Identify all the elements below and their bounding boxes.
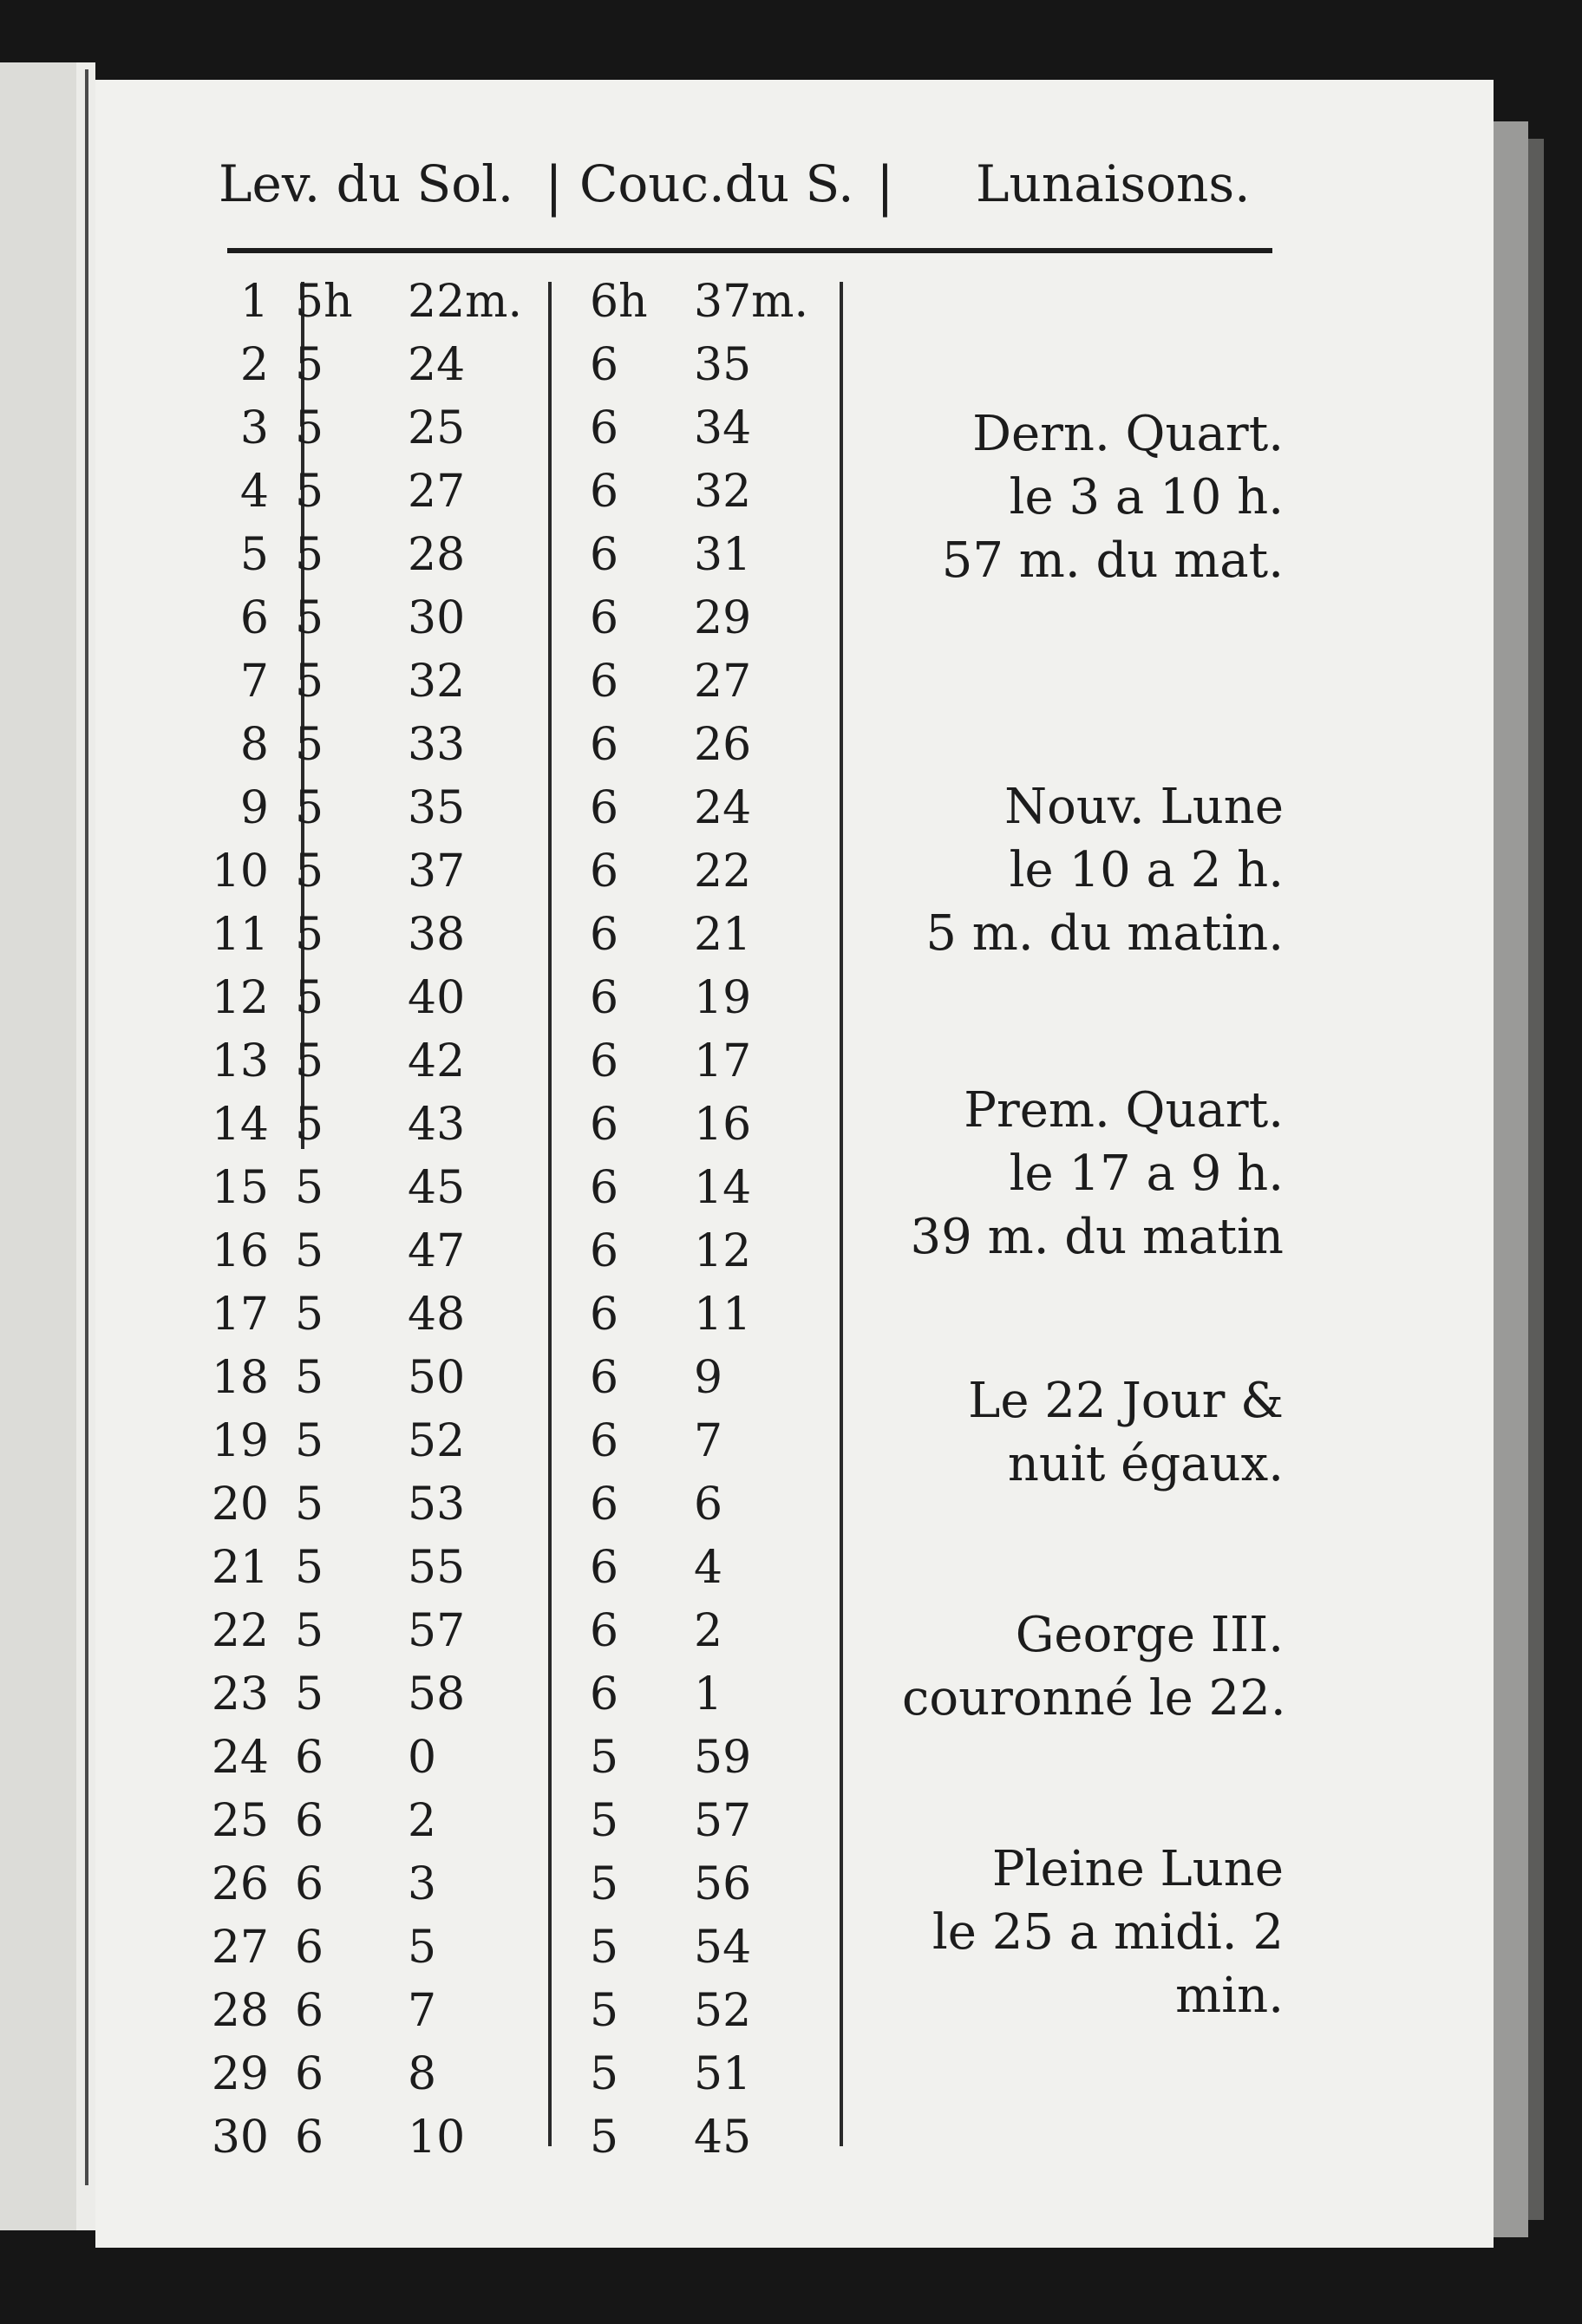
sunset-hour: 6 bbox=[590, 1099, 619, 1151]
sunrise-hour: 6 bbox=[295, 1922, 324, 1974]
sunset-minute: 27 bbox=[694, 656, 752, 708]
lunation-line: Dern. Quart. bbox=[972, 406, 1284, 462]
sunset-minute: 2 bbox=[694, 1605, 723, 1657]
sunrise-minute: 43 bbox=[408, 1099, 466, 1151]
sunrise-minute: 45 bbox=[408, 1162, 466, 1214]
sunset-hour: 6 bbox=[590, 529, 619, 581]
page-edge bbox=[1494, 121, 1528, 2237]
lunation-line: Le 22 Jour & bbox=[968, 1373, 1284, 1429]
sunrise-hour: 5 bbox=[295, 592, 324, 644]
sunset-hour: 6 bbox=[590, 466, 619, 518]
day-number: 13 bbox=[211, 1035, 269, 1087]
day-number: 23 bbox=[211, 1668, 269, 1720]
sunset-minute: 11 bbox=[694, 1289, 752, 1341]
sunset-hour: 5 bbox=[590, 1858, 619, 1910]
sunrise-minute: 35 bbox=[408, 782, 466, 834]
day-number: 18 bbox=[211, 1352, 269, 1404]
sunset-minute: 29 bbox=[694, 592, 752, 644]
sunrise-hour: 5 bbox=[295, 1668, 324, 1720]
sunset-hour: 6 bbox=[590, 845, 619, 898]
sunrise-hour: 5 bbox=[295, 1035, 324, 1087]
column-rule-sunrise bbox=[548, 282, 552, 2146]
sunset-minute: 21 bbox=[694, 909, 752, 961]
lunation-line: le 10 a 2 h. bbox=[1009, 842, 1284, 898]
sunset-minute: 56 bbox=[694, 1858, 752, 1910]
sunset-minute: 6 bbox=[694, 1479, 723, 1531]
sunset-hour: 6 bbox=[590, 339, 619, 391]
day-number: 10 bbox=[211, 845, 269, 898]
sunset-minute: 34 bbox=[694, 402, 752, 454]
sunset-minute: 52 bbox=[694, 1985, 752, 2037]
sunset-minute: 26 bbox=[694, 719, 752, 771]
facing-page bbox=[0, 62, 76, 2230]
day-number: 12 bbox=[211, 972, 269, 1024]
sunrise-minute: 47 bbox=[408, 1225, 466, 1277]
sunrise-hour: 5 bbox=[295, 1605, 324, 1657]
sunset-minute: 7 bbox=[694, 1415, 723, 1467]
sunset-hour: 5 bbox=[590, 1732, 619, 1784]
gutter-rule bbox=[85, 69, 88, 2185]
sunset-minute: 54 bbox=[694, 1922, 752, 1974]
day-number: 24 bbox=[211, 1732, 269, 1784]
sunrise-minute: 22m. bbox=[408, 276, 523, 328]
sunrise-hour: 6 bbox=[295, 2112, 324, 2164]
sunrise-hour: 5 bbox=[295, 782, 324, 834]
sunrise-hour: 5 bbox=[295, 402, 324, 454]
sunrise-hour: 5 bbox=[295, 909, 324, 961]
day-number: 25 bbox=[211, 1795, 269, 1847]
sunrise-hour: 6 bbox=[295, 1732, 324, 1784]
sunrise-hour: 6 bbox=[295, 1858, 324, 1910]
lunation-line: Nouv. Lune bbox=[1004, 779, 1284, 835]
sunset-minute: 59 bbox=[694, 1732, 752, 1784]
day-number: 29 bbox=[211, 2048, 269, 2100]
sunset-hour: 5 bbox=[590, 2112, 619, 2164]
sunset-hour: 6 bbox=[590, 972, 619, 1024]
sunrise-minute: 40 bbox=[408, 972, 466, 1024]
sunset-hour: 6 bbox=[590, 909, 619, 961]
lunation-line: Prem. Quart. bbox=[964, 1082, 1284, 1139]
lunation-line: le 17 a 9 h. bbox=[1009, 1146, 1284, 1202]
sunrise-hour: 5 bbox=[295, 656, 324, 708]
day-number: 7 bbox=[239, 656, 269, 708]
day-number: 5 bbox=[239, 529, 269, 581]
sunset-hour: 5 bbox=[590, 2048, 619, 2100]
day-number: 11 bbox=[211, 909, 269, 961]
sunrise-minute: 7 bbox=[408, 1985, 437, 2037]
sunrise-minute: 37 bbox=[408, 845, 466, 898]
sunrise-hour: 5h bbox=[295, 276, 353, 328]
sunrise-hour: 5 bbox=[295, 1479, 324, 1531]
lunation-line: le 25 a midi. 2 bbox=[932, 1904, 1284, 1961]
day-number: 26 bbox=[211, 1858, 269, 1910]
sunrise-minute: 32 bbox=[408, 656, 466, 708]
sunset-hour: 5 bbox=[590, 1795, 619, 1847]
day-number: 27 bbox=[211, 1922, 269, 1974]
sunset-hour: 6 bbox=[590, 1289, 619, 1341]
sunrise-minute: 38 bbox=[408, 909, 466, 961]
sunrise-minute: 25 bbox=[408, 402, 466, 454]
sunrise-hour: 5 bbox=[295, 1415, 324, 1467]
lunation-line: couronné le 22. bbox=[902, 1670, 1286, 1727]
sunrise-hour: 5 bbox=[295, 1352, 324, 1404]
sunrise-minute: 30 bbox=[408, 592, 466, 644]
sunset-minute: 37m. bbox=[694, 276, 809, 328]
sunset-minute: 9 bbox=[694, 1352, 723, 1404]
sunset-minute: 22 bbox=[694, 845, 752, 898]
sunrise-hour: 5 bbox=[295, 529, 324, 581]
sunrise-minute: 42 bbox=[408, 1035, 466, 1087]
day-number: 30 bbox=[211, 2112, 269, 2164]
sunset-minute: 24 bbox=[694, 782, 752, 834]
sunrise-minute: 55 bbox=[408, 1542, 466, 1594]
sunset-hour: 6h bbox=[590, 276, 648, 328]
sunset-minute: 32 bbox=[694, 466, 752, 518]
header-sunset: Couc.du S. bbox=[579, 154, 854, 213]
sunrise-hour: 5 bbox=[295, 1099, 324, 1151]
lunation-line: George III. bbox=[1015, 1607, 1284, 1663]
sunset-minute: 35 bbox=[694, 339, 752, 391]
day-number: 4 bbox=[239, 466, 269, 518]
lunation-line: 57 m. du mat. bbox=[941, 532, 1284, 589]
sunrise-minute: 2 bbox=[408, 1795, 437, 1847]
day-number: 9 bbox=[239, 782, 269, 834]
day-number: 2 bbox=[239, 339, 269, 391]
day-number: 1 bbox=[239, 276, 269, 328]
sunrise-hour: 5 bbox=[295, 466, 324, 518]
sunrise-minute: 27 bbox=[408, 466, 466, 518]
sunset-minute: 17 bbox=[694, 1035, 752, 1087]
sunset-hour: 6 bbox=[590, 782, 619, 834]
sunrise-minute: 53 bbox=[408, 1479, 466, 1531]
sunset-hour: 6 bbox=[590, 1668, 619, 1720]
sunset-hour: 6 bbox=[590, 656, 619, 708]
sunrise-hour: 5 bbox=[295, 972, 324, 1024]
sunset-hour: 6 bbox=[590, 1479, 619, 1531]
sunset-hour: 6 bbox=[590, 1352, 619, 1404]
sunset-hour: 6 bbox=[590, 592, 619, 644]
sunset-minute: 31 bbox=[694, 529, 752, 581]
sunrise-minute: 5 bbox=[408, 1922, 437, 1974]
day-number: 17 bbox=[211, 1289, 269, 1341]
lunation-line: 5 m. du matin. bbox=[925, 905, 1284, 962]
sunset-hour: 6 bbox=[590, 719, 619, 771]
sunset-minute: 51 bbox=[694, 2048, 752, 2100]
lunation-line: le 3 a 10 h. bbox=[1009, 469, 1284, 526]
sunrise-hour: 5 bbox=[295, 339, 324, 391]
sunset-minute: 19 bbox=[694, 972, 752, 1024]
sunset-minute: 45 bbox=[694, 2112, 752, 2164]
sunset-minute: 16 bbox=[694, 1099, 752, 1151]
sunset-hour: 6 bbox=[590, 1035, 619, 1087]
lunation-line: min. bbox=[1175, 1968, 1284, 2024]
sunset-minute: 57 bbox=[694, 1795, 752, 1847]
day-number: 14 bbox=[211, 1099, 269, 1151]
sunrise-minute: 10 bbox=[408, 2112, 466, 2164]
day-number: 15 bbox=[211, 1162, 269, 1214]
sunrise-hour: 6 bbox=[295, 1795, 324, 1847]
sunset-hour: 6 bbox=[590, 1542, 619, 1594]
sunrise-minute: 8 bbox=[408, 2048, 437, 2100]
sunrise-minute: 24 bbox=[408, 339, 466, 391]
sunset-hour: 6 bbox=[590, 1605, 619, 1657]
sunrise-hour: 5 bbox=[295, 1162, 324, 1214]
day-number: 21 bbox=[211, 1542, 269, 1594]
sunset-hour: 5 bbox=[590, 1985, 619, 2037]
sunrise-hour: 5 bbox=[295, 845, 324, 898]
day-number: 28 bbox=[211, 1985, 269, 2037]
sunrise-minute: 58 bbox=[408, 1668, 466, 1720]
sunrise-hour: 6 bbox=[295, 1985, 324, 2037]
sunset-hour: 6 bbox=[590, 1415, 619, 1467]
sunrise-hour: 5 bbox=[295, 1542, 324, 1594]
sunrise-minute: 3 bbox=[408, 1858, 437, 1910]
lunation-line: 39 m. du matin bbox=[910, 1209, 1284, 1265]
book-edge bbox=[1528, 139, 1544, 2220]
sunrise-minute: 50 bbox=[408, 1352, 466, 1404]
sunrise-minute: 57 bbox=[408, 1605, 466, 1657]
day-number: 8 bbox=[239, 719, 269, 771]
header-rule bbox=[227, 248, 1272, 253]
sunset-hour: 5 bbox=[590, 1922, 619, 1974]
column-rule-sunset bbox=[840, 282, 843, 2146]
sunrise-minute: 33 bbox=[408, 719, 466, 771]
header-divider: | bbox=[545, 154, 563, 218]
sunset-minute: 12 bbox=[694, 1225, 752, 1277]
sunrise-hour: 5 bbox=[295, 1289, 324, 1341]
sunrise-hour: 5 bbox=[295, 719, 324, 771]
sunset-hour: 6 bbox=[590, 1162, 619, 1214]
sunset-hour: 6 bbox=[590, 1225, 619, 1277]
day-number: 6 bbox=[239, 592, 269, 644]
sunrise-hour: 5 bbox=[295, 1225, 324, 1277]
day-number: 16 bbox=[211, 1225, 269, 1277]
sunset-minute: 4 bbox=[694, 1542, 723, 1594]
sunrise-hour: 6 bbox=[295, 2048, 324, 2100]
sunrise-minute: 48 bbox=[408, 1289, 466, 1341]
day-number: 20 bbox=[211, 1479, 269, 1531]
sunset-minute: 14 bbox=[694, 1162, 752, 1214]
sunrise-minute: 0 bbox=[408, 1732, 437, 1784]
lunation-line: Pleine Lune bbox=[991, 1841, 1284, 1897]
header-divider: | bbox=[876, 154, 894, 218]
day-number: 19 bbox=[211, 1415, 269, 1467]
day-number: 3 bbox=[239, 402, 269, 454]
day-number: 22 bbox=[211, 1605, 269, 1657]
sunrise-minute: 28 bbox=[408, 529, 466, 581]
sunrise-minute: 52 bbox=[408, 1415, 466, 1467]
lunation-line: nuit égaux. bbox=[1007, 1436, 1284, 1492]
header-sunrise: Lev. du Sol. bbox=[219, 154, 514, 213]
header-lunations: Lunaisons. bbox=[976, 154, 1251, 213]
sunset-hour: 6 bbox=[590, 402, 619, 454]
sunset-minute: 1 bbox=[694, 1668, 723, 1720]
